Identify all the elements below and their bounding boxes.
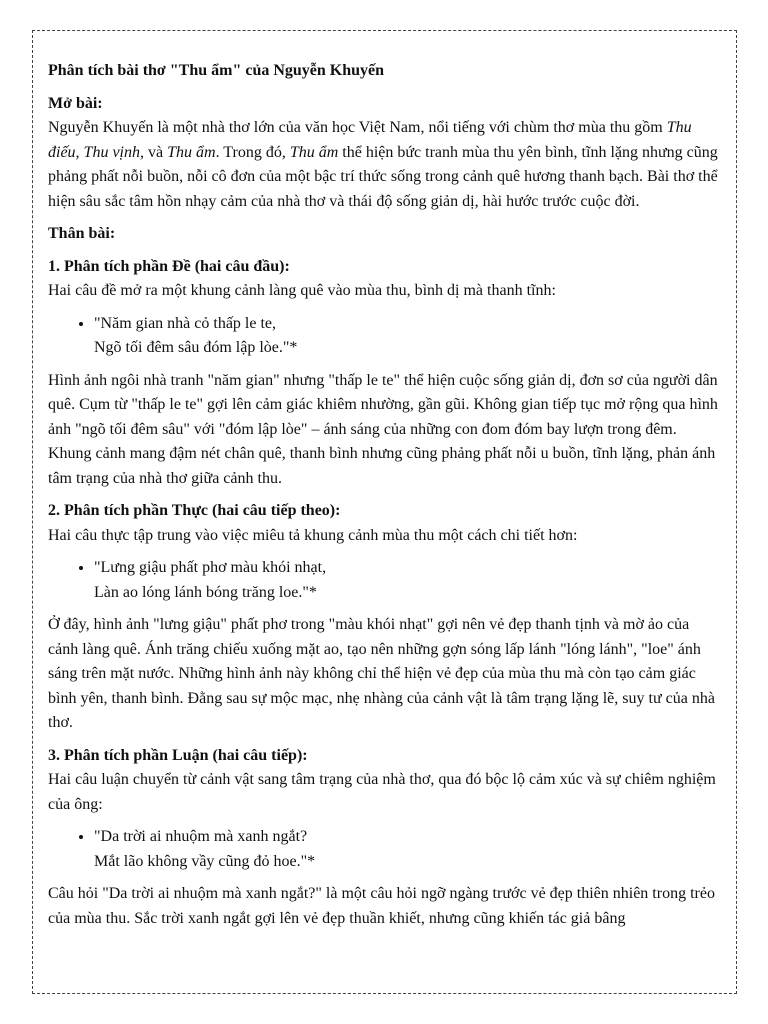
section-2-verse (94, 556, 723, 605)
section-3-verse-list (48, 825, 723, 874)
section-3-verse-line-1: • "Da trời ai nhuộm mà xanh ngắt? (94, 828, 308, 845)
section-2-heading: 2. Phân tích phần Thực (hai câu tiếp theo): (48, 502, 341, 519)
section-1-analysis: Hình ảnh ngôi nhà tranh "năm gian" nhưng "thấp le te" thể hiện cuộc sống giản dị, đơn sơ của người dân quê. Cụm từ "thấp le te" gợi lên cảm giác khiêm nhường, gần gũi. Không gian tiếp tục mở rộng qua hình ảnh "ngõ tối đêm sâu" với "đóm lập lòe" – ánh sáng của những con đom đóm bay lượn trong đêm. Khung cảnh mang đậm nét chân quê, thanh bình nhưng cũng phảng phất nỗi u buồn, tĩnh lặng, phản ánh tâm trạng của nhà thơ giữa cảnh thu. (48, 371, 718, 487)
mo-bai-heading: Mở bài: (48, 94, 103, 112)
section-2-verse-line-2: Làn ao lóng lánh bóng trăng loe."* (94, 583, 317, 601)
mo-bai-text-4: thể hiện bức tranh mùa thu yên bình, tĩnh lặng nhưng cũng phảng phất nỗi buồn, nỗi cô đơn của một bậc trí thức sống trong cảnh quê hương thanh bạch. Bài thơ thể hiện sâu sắc tâm hồn nhạy cảm của nhà thơ và thái độ sống giản dị, hài hước trước cuộc đời. (48, 143, 718, 210)
section-2-intro: Hai câu thực tập trung vào việc miêu tả khung cảnh mùa thu một cách chi tiết hơn: (48, 526, 578, 544)
section-1-verse-line-1: • "Năm gian nhà cỏ thấp le te, (94, 314, 277, 332)
section-3-analysis: Câu hỏi "Da trời ai nhuộm mà xanh ngắt?" là một câu hỏi ngỡ ngàng trước vẻ đẹp thiên nhiên trong trẻo của mùa thu. Sắc trời xanh ngắt gợi lên vẻ đẹp thuần khiết, nhưng cũng khiến tác giả bâng (48, 885, 715, 927)
mo-bai-text-3: . Trong đó, (215, 143, 290, 161)
mo-bai-poem-1: Thu điếu, Thu vịnh, (48, 119, 692, 161)
than-bai-heading: Thân bài: (48, 225, 116, 242)
section-1-heading: 1. Phân tích phần Đề (hai câu đầu): (48, 257, 290, 275)
mo-bai-text-1: Nguyễn Khuyến là một nhà thơ lớn của văn học Việt Nam, nổi tiếng với chùm thơ mùa thu gồm (48, 119, 667, 136)
section-3-intro: Hai câu luận chuyển từ cảnh vật sang tâm trạng của nhà thơ, qua đó bộc lộ cảm xúc và sự chiêm nghiệm của ông: (48, 771, 716, 813)
mo-bai-paragraph (48, 116, 723, 214)
document-title: Phân tích bài thơ "Thu ẩm" của Nguyễn Khuyến (48, 62, 385, 79)
section-3-verse-line-2: Mắt lão không vầy cũng đỏ hoe."* (94, 852, 316, 870)
section-3-verse (94, 825, 723, 874)
mo-bai-poem-2: Thu ẩm (167, 143, 216, 161)
document-frame (32, 30, 737, 994)
section-3-heading: 3. Phân tích phần Luận (hai câu tiếp): (48, 746, 308, 764)
section-1-verse-line-2: Ngõ tối đêm sâu đóm lập lòe."* (94, 339, 298, 356)
section-1-verse (94, 312, 723, 361)
section-1-intro: Hai câu đề mở ra một khung cảnh làng quê vào mùa thu, bình dị mà thanh tĩnh: (48, 282, 556, 299)
section-1-verse-list (48, 312, 723, 361)
document-body (48, 59, 723, 939)
mo-bai-text-2: và (144, 143, 168, 161)
section-2-verse-list (48, 556, 723, 605)
section-2-analysis: Ở đây, hình ảnh "lưng giậu" phất phơ trong "màu khói nhạt" gợi nên vẻ đẹp thanh tịnh và mờ ảo của cảnh làng quê. Ánh trăng chiếu xuống mặt ao, tạo nên những gợn sóng lấp lánh "lóng lánh", "loe" ánh sáng trên mặt nước. Những hình ảnh này không chỉ thể hiện vẻ đẹp của mùa thu mà còn tạo cảm giác bình yên, thanh bình. Đằng sau sự mộc mạc, nhẹ nhàng của cảnh vật là tâm trạng lặng lẽ, suy tư của nhà thơ. (48, 616, 715, 731)
mo-bai-poem-3: Thu ẩm (289, 143, 339, 161)
section-2-verse-line-1: • "Lưng giậu phất phơ màu khói nhạt, (94, 559, 327, 576)
